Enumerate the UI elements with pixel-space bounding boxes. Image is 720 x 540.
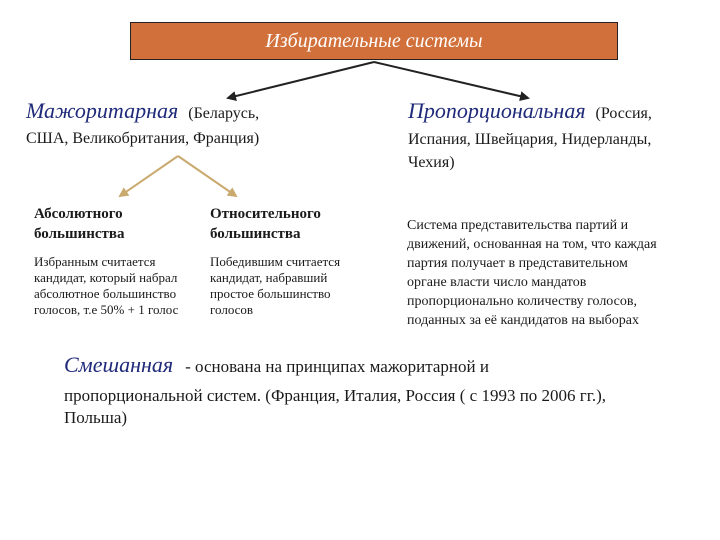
majoritarian-countries-1: (Беларусь, — [188, 105, 260, 122]
proportional-desc-line: партия получает в представительном — [407, 256, 628, 271]
absolute-description — [34, 254, 178, 318]
proportional-countries-2: Испания, Швейцария, Нидерланды, — [408, 131, 652, 148]
mixed-name: Смешанная — [64, 352, 174, 377]
proportional-desc-line: органе власти число мандатов — [407, 275, 587, 290]
proportional-desc-line: пропорционально количеству голосов, — [407, 294, 637, 309]
proportional-description — [407, 216, 657, 330]
proportional-countries-3: Чехия) — [408, 154, 455, 171]
arrow-to-relative — [178, 156, 236, 196]
relative-heading-1: Относительного — [210, 206, 321, 222]
proportional-desc-line: движений, основанная на том, что каждая — [407, 237, 657, 252]
mixed-heading — [64, 352, 489, 378]
absolute-desc-line: голосов, т.е 50% + 1 голос — [34, 302, 179, 317]
absolute-desc-line: Избранным считается — [34, 254, 156, 269]
relative-desc-line: кандидат, набравший — [210, 270, 328, 285]
majoritarian-countries-2: США, Великобритания, Франция) — [26, 130, 260, 147]
relative-description — [210, 254, 340, 318]
absolute-heading-1: Абсолютного — [34, 206, 123, 222]
absolute-desc-line: абсолютное большинство — [34, 286, 177, 301]
relative-desc-line: Победившим считается — [210, 254, 341, 269]
diagram-title: Избирательные системы — [265, 29, 483, 52]
relative-desc-line: простое большинство — [210, 286, 331, 301]
relative-heading-2: большинства — [210, 226, 301, 242]
absolute-heading-2: большинства — [34, 226, 125, 242]
arrow-to-proportional — [374, 62, 528, 98]
majoritarian-name: Мажоритарная — [26, 98, 179, 123]
relative-heading — [210, 204, 321, 244]
proportional-desc-line: поданных за её кандидатов на выборах — [407, 313, 639, 328]
arrow-to-absolute — [120, 156, 178, 196]
absolute-desc-line: кандидат, который набрал — [34, 270, 178, 285]
proportional-name: Пропорциональная — [408, 98, 586, 123]
relative-desc-line: голосов — [210, 302, 254, 317]
mixed-line-1: - основана на принципах мажоритарной и — [185, 357, 489, 376]
arrow-to-majoritarian — [228, 62, 374, 98]
majoritarian-heading — [26, 98, 259, 124]
proportional-heading — [408, 98, 652, 124]
mixed-line-2: пропорциональной систем. (Франция, Италия, Россия ( с 1993 по 2006 гг.), — [64, 386, 606, 405]
proportional-desc-line: Система представительства партий и — [407, 218, 629, 233]
mixed-line-3: Польша) — [64, 408, 128, 427]
absolute-heading — [34, 204, 125, 244]
proportional-countries-1: (Россия, — [595, 105, 652, 122]
